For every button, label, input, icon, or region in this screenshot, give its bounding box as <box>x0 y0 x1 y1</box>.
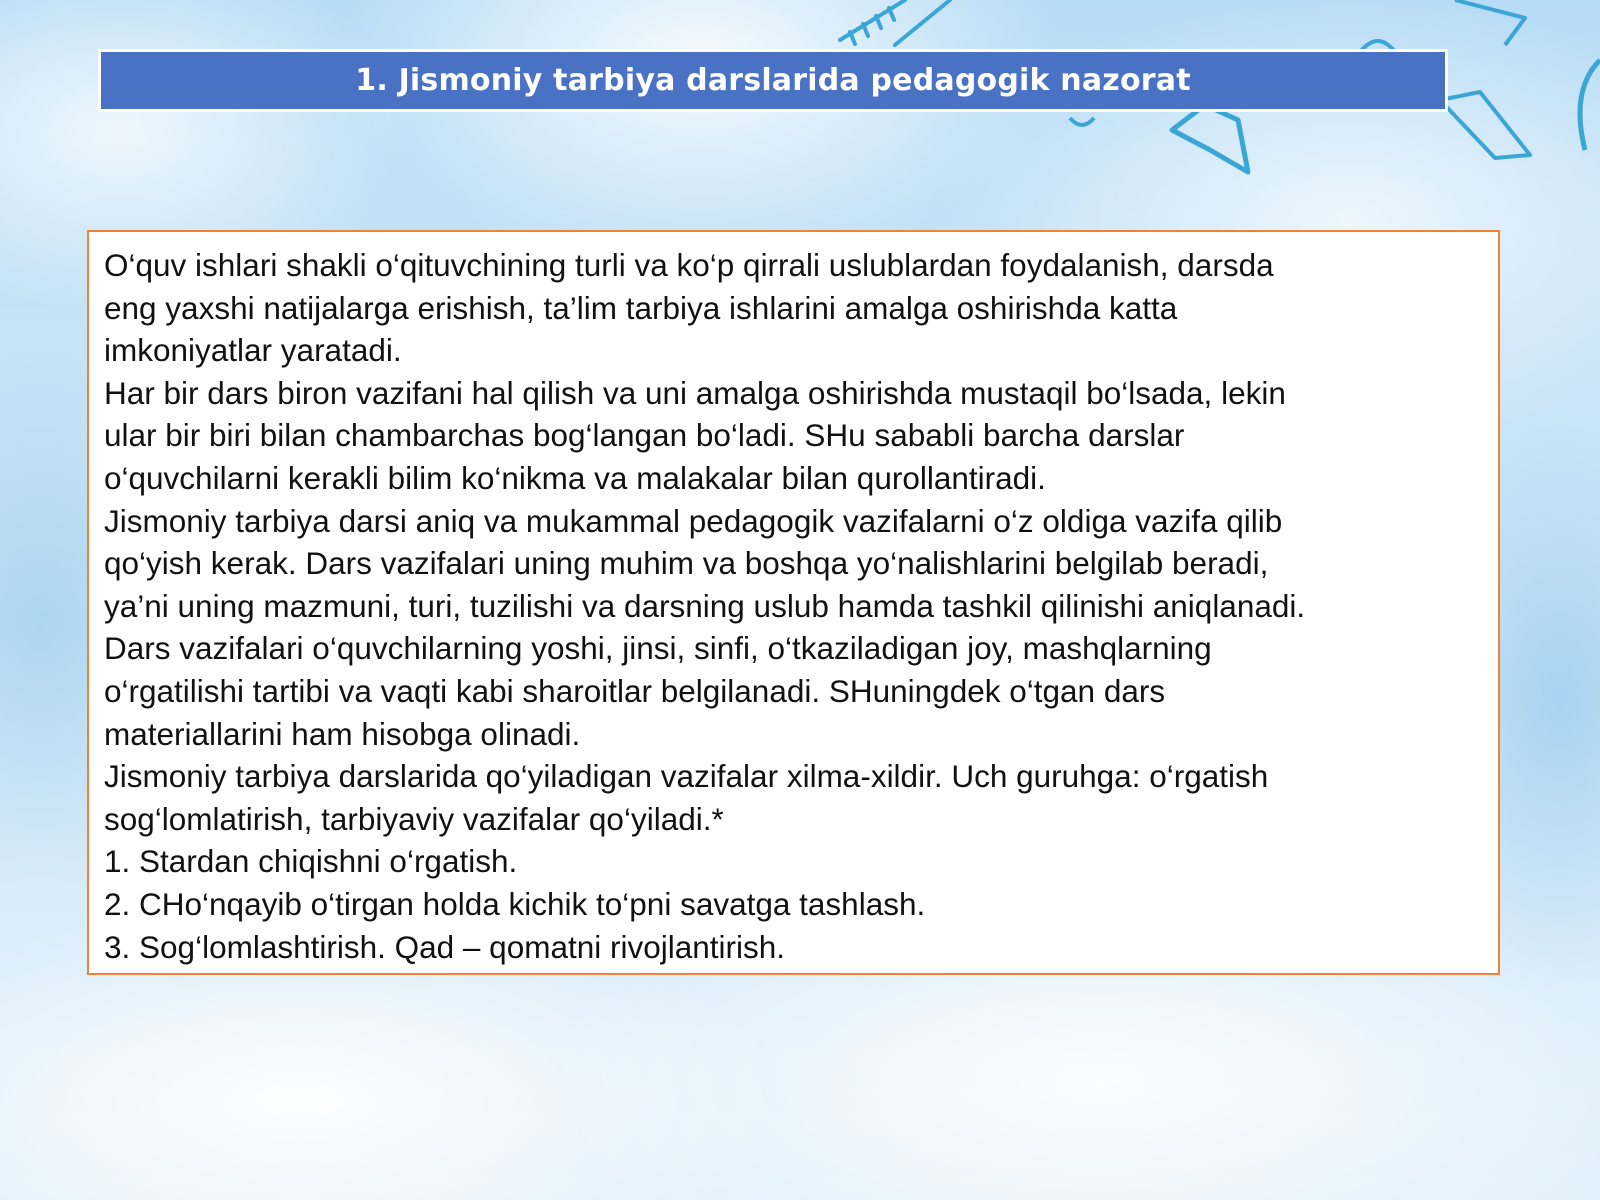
slide-title: 1. Jismoniy tarbiya darslarida pedagogik nazorat <box>355 63 1191 98</box>
paragraph-line: O‘quv ishlari shakli o‘qituvchining turli va ko‘p qirrali uslublardan foydalanish, darsda <box>104 247 1274 283</box>
paragraph-line: o‘quvchilarni kerakli bilim ko‘nikma va malakalar bilan qurollantiradi. <box>104 459 1046 496</box>
list-item: 2. CHo‘nqayib o‘tirgan holda kichik to‘pni savatga tashlash. <box>104 885 926 922</box>
paragraph-line: o‘rgatilishi tartibi va vaqti kabi sharoitlar belgilanadi. SHuningdek o‘tgan dars <box>104 672 1166 709</box>
paragraph-line: sog‘lomlatirish, tarbiyaviy vazifalar qo‘yiladi.* <box>104 800 724 837</box>
paragraph-line: imkoniyatlar yaratadi. <box>104 332 402 369</box>
paperclip-icon <box>1070 118 1094 125</box>
paragraph-line: Dars vazifalari o‘quvchilarning yoshi, jinsi, sinfi, o‘tkaziladigan joy, mashqlarning <box>104 630 1212 667</box>
paragraph-line: ya’ni uning mazmuni, turi, tuzilishi va darsning uslub hamda tashkil qilinishi aniqlanadi. <box>104 587 1306 624</box>
paragraph-line: Jismoniy tarbiya darsi aniq va mukammal pedagogik vazifalarni o‘z oldiga vazifa qilib <box>104 502 1283 539</box>
ruler-icon <box>840 0 950 45</box>
paragraph-line: materiallarini ham hisobga olinadi. <box>104 715 581 752</box>
title-banner <box>98 49 1448 112</box>
paragraph-line: eng yaxshi natijalarga erishish, ta’lim tarbiya ishlarini amalga oshirishda katta <box>104 289 1178 326</box>
paragraph-line: ular bir biri bilan chambarchas bog‘langan bo‘ladi. SHu sababli barcha darslar <box>104 417 1185 454</box>
star-icon <box>1172 105 1248 172</box>
content-text-box <box>87 230 1500 975</box>
globe-icon <box>1580 60 1600 150</box>
paragraph-line: Jismoniy tarbiya darslarida qo‘yiladigan vazifalar xilma-xildir. Uch guruhga: o‘rgatish <box>104 758 1269 795</box>
list-item: 1. Stardan chiqishni o‘rgatish. <box>104 843 518 880</box>
list-item: 3. Sog‘lomlashtirish. Qad – qomatni rivojlantirish. <box>104 928 786 965</box>
paragraph-line: Har bir dars biron vazifani hal qilish va uni amalga oshirishda mustaqil bo‘lsada, lekin <box>104 374 1286 411</box>
paragraph-line: qo‘yish kerak. Dars vazifalari uning muhim va boshqa yo‘nalishlarini belgilab beradi, <box>104 545 1269 582</box>
